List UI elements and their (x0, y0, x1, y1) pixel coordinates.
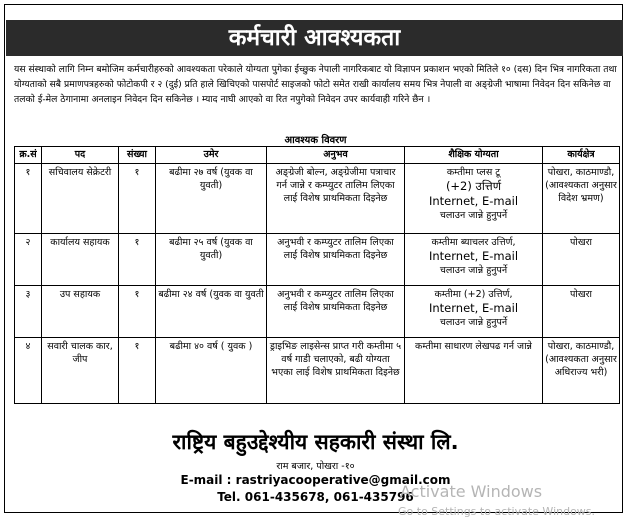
section-label: आवश्यक विवरण (284, 135, 347, 146)
cell-work-area: पोखरा, काठमाण्डौ, (आवश्यकता अनुसार विदेश भ्रमण) (543, 164, 620, 234)
cell-education (405, 286, 543, 338)
education-line: (+2) उत्तिर्ण (445, 179, 502, 193)
header-post: पद (42, 147, 119, 164)
cell-serial: २ (15, 234, 42, 286)
education-line: Internet, E-mail (428, 194, 519, 208)
cell-age: बढीमा २५ वर्ष (युवक वा युवती) (156, 234, 267, 286)
education-line: Internet, E-mail (428, 249, 519, 263)
cell-work-area: पोखरा, काठमाण्डौ, (आवश्यकता अनुसार अधिराज्य भरी) (543, 338, 620, 404)
header-experience: अनुभव (267, 147, 405, 164)
requirements-table (14, 146, 620, 404)
activate-windows-hint: Go to Settings to activate Windows. (398, 505, 596, 518)
cell-education: कम्तीमा साधारण लेखपढ गर्न जान्ने (405, 338, 543, 404)
cell-count: १ (119, 286, 156, 338)
cell-age: बढीमा ४० वर्ष ( युवक ) (156, 338, 267, 404)
cell-experience: ड्राइभिङ लाइसेन्स प्राप्त गरी कम्तीमा ५ वर्ष गाडी चलाएको, बढी योग्यता भएका लाई विशेष प्राथमिकता दिइनेछ (267, 338, 405, 404)
cell-experience: अनुभवी र कम्प्युटर तालिम लिएका लाई विशेष प्राथमिकता दिइनेछ (267, 234, 405, 286)
cell-post: सवारी चालक कार, जीप (42, 338, 119, 404)
education-line: Internet, E-mail (428, 301, 519, 315)
header-serial: क्र.सं (15, 147, 42, 164)
cell-post: कार्यालय सहायक (42, 234, 119, 286)
table-row (15, 234, 620, 286)
cell-education (405, 234, 543, 286)
table-header-row (15, 147, 620, 164)
header-count: संख्या (119, 147, 156, 164)
intro-paragraph: यस संस्थाको लागि निम्न बमोजिम कर्मचारीहरुको आवश्यकता परेकाले योग्यता पुगेका ईच्छुक नेपाली नागरिकबाट यो विज्ञापन प्रकाशन भएको मितिले १० (दस) दिन भित्र नागरिकता तथा योग्यताको सबै प्रमाणपत्रहरुको फोटोकपी र २ (दुई) प्रति हाले खिचिएको पासपोर्ट साइजको फोटो समेत राखी कार्यालय समय भित्र नेपाली वा अङ्ग्रेजी भाषामा निवेदन दिन सकिनेछ वा तलको ई-मेल ठेगानामा अनलाइन निवेदन दिन सकिनेछ । म्याद नाघी आएको वा रित नपुगेको निवेदन उपर कार्यवाही गरिने छैन । (14, 64, 617, 105)
cell-post: उप सहायक (42, 286, 119, 338)
cell-work-area: पोखरा (543, 234, 620, 286)
cell-age: बढीमा २७ वर्ष (युवक वा युवती) (156, 164, 267, 234)
organization-address: राम बजार, पोखरा -१० (276, 461, 355, 472)
education-line: कम्तीमा प्लस टू (446, 167, 501, 178)
header-age: उमेर (156, 147, 267, 164)
table-row (15, 164, 620, 234)
contact-phone: Tel. 061-435678, 061-435796 (217, 490, 414, 504)
cell-serial: १ (15, 164, 42, 234)
header-education: शैक्षिक योग्यता (405, 147, 543, 164)
cell-count: १ (119, 338, 156, 404)
education-line: कम्तीमा (+2) उत्तिर्ण, (434, 289, 513, 300)
cell-age: बढीमा २४ वर्ष (युवक वा युवती (156, 286, 267, 338)
cell-serial: ४ (15, 338, 42, 404)
education-line: कम्तीमा ब्याचलर उत्तिर्ण, (431, 237, 516, 248)
contact-email: E-mail : rastriyacooperative@gmail.com (180, 473, 451, 487)
advertisement-title: कर्मचारी आवश्यकता (6, 20, 623, 56)
cell-education (405, 164, 543, 234)
cell-count: १ (119, 234, 156, 286)
table-row (15, 286, 620, 338)
cell-work-area: पोखरा (543, 286, 620, 338)
activate-windows-watermark: Activate Windows (400, 482, 543, 501)
education-line: चलाउन जान्ने हुनुपर्ने (439, 210, 508, 221)
organization-name: राष्ट्रिय बहुउद्देश्यीय सहकारी संस्था लि. (172, 430, 459, 454)
cell-count: १ (119, 164, 156, 234)
header-work-area: कार्यक्षेत्र (543, 147, 620, 164)
education-line: चलाउन जान्ने हुनुपर्ने (439, 317, 508, 328)
table-row (15, 338, 620, 404)
education-line: चलाउन जान्ने हुनुपर्ने (439, 265, 508, 276)
cell-experience: अङ्ग्रेजी बोल्न, अङ्ग्रेजीमा पत्राचार गर्न जान्ने र कम्प्युटर तालिम लिएका लाई विशेष प्राथमिकता दिइनेछ (267, 164, 405, 234)
cell-post: सचिवालय सेक्रेटरी (42, 164, 119, 234)
cell-experience: अनुभवी र कम्प्युटर तालिम लिएका लाई विशेष प्राथमिकता दिइनेछ (267, 286, 405, 338)
cell-serial: ३ (15, 286, 42, 338)
